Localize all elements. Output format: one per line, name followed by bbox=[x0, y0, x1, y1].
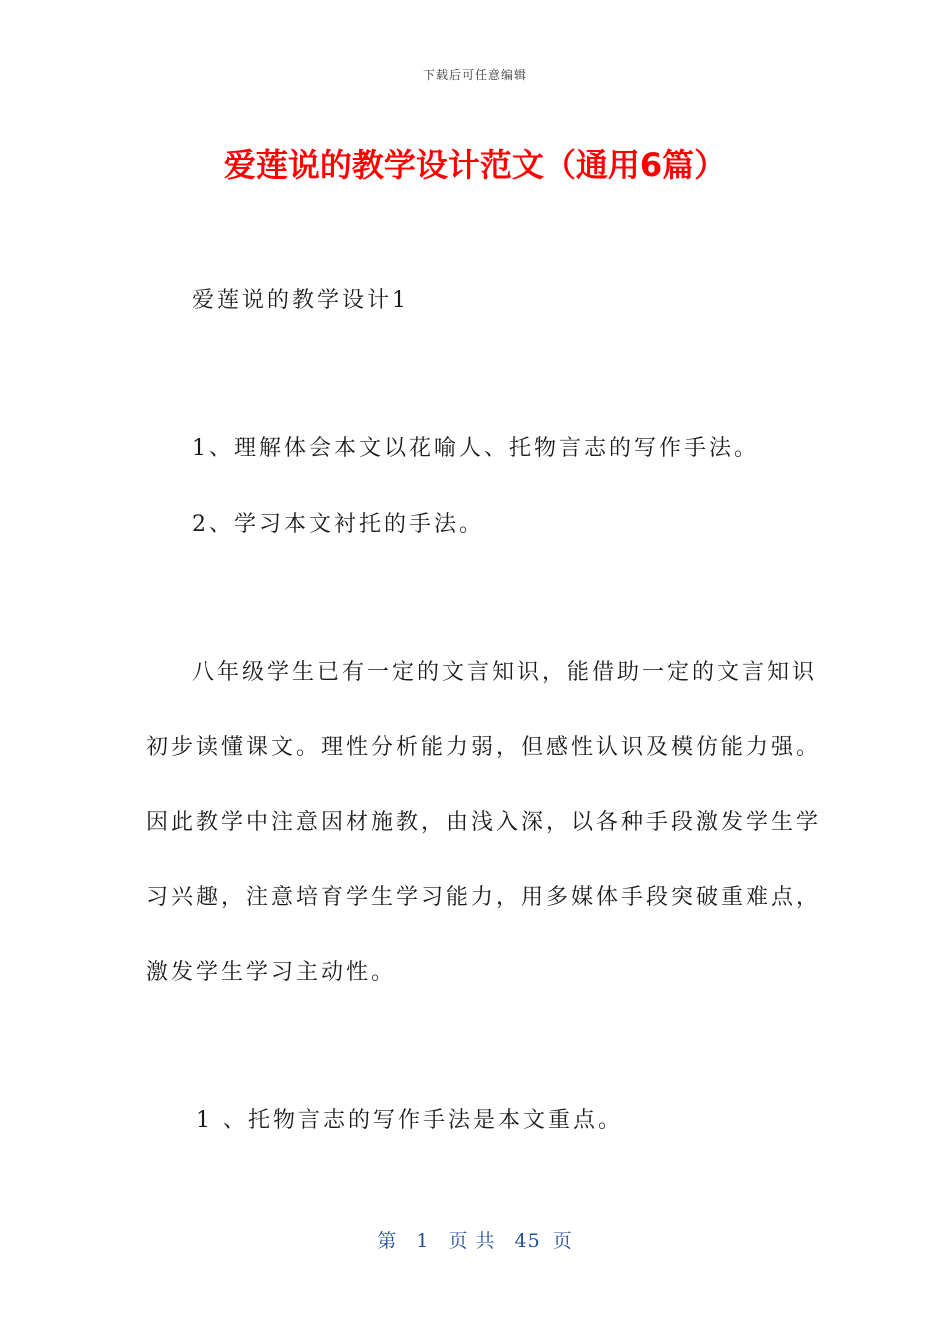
page-suffix: 页 bbox=[552, 1230, 573, 1252]
objective-1: 1、理解体会本文以花喻人、托物言志的写作手法。 bbox=[192, 436, 759, 461]
total-pages: 45 bbox=[514, 1230, 541, 1252]
current-page-number: 1 bbox=[416, 1230, 430, 1252]
section-heading: 爱莲说的教学设计1 bbox=[192, 288, 409, 313]
key-point: 1 、托物言志的写作手法是本文重点。 bbox=[196, 1108, 623, 1133]
document-title: 爱莲说的教学设计范文（通用6篇） bbox=[223, 146, 727, 184]
analysis-line-3: 因此教学中注意因材施教，由浅入深，以各种手段激发学生学 bbox=[146, 810, 822, 835]
analysis-line-2: 初步读懂课文。理性分析能力弱，但感性认识及模仿能力强。 bbox=[146, 735, 822, 760]
page-mid: 页 共 bbox=[448, 1230, 496, 1252]
page-prefix: 第 bbox=[377, 1230, 398, 1252]
objective-2: 2、学习本文衬托的手法。 bbox=[192, 512, 484, 537]
page-footer bbox=[0, 1226, 950, 1253]
analysis-line-1: 八年级学生已有一定的文言知识，能借助一定的文言知识 bbox=[192, 660, 818, 685]
analysis-line-5: 激发学生学习主动性。 bbox=[146, 960, 397, 985]
analysis-line-4: 习兴趣，注意培育学生学习能力，用多媒体手段突破重难点， bbox=[146, 885, 822, 910]
header-note: 下载后可任意编辑 bbox=[422, 68, 527, 82]
